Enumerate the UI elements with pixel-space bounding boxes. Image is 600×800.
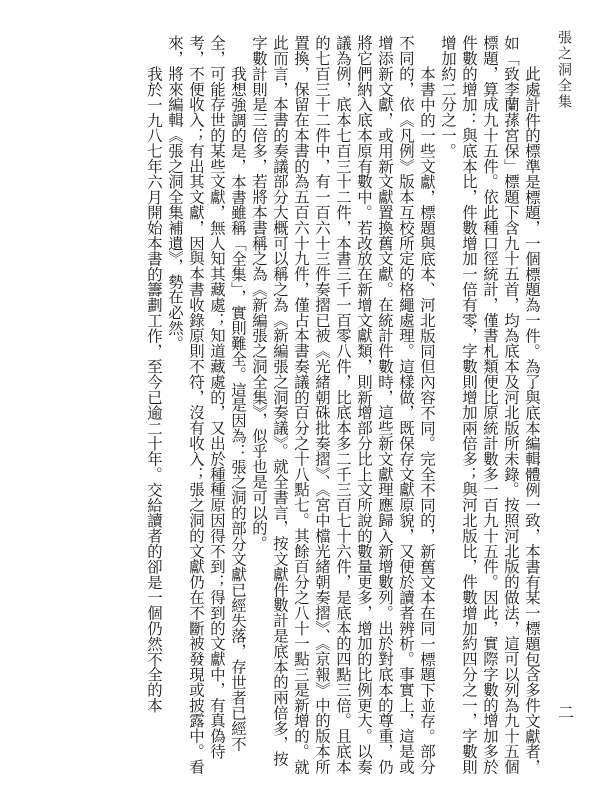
paragraph: 我想強調的是，本書雖稱「全集」，實則難全。這是因為：張之洞的部分文獻已經失落，存世者已經不全，可能存世的某些文獻，無人知其藏處；知道藏處的，又出於種種原因得不到；得到的文獻中，有真偽待考，不便收入；有出其文獻，因與本書收錄原則不符，沒有收入；張之洞的文獻仍在不斷被發現或披露中。看來，將來編輯《張之洞全集補遺》，勢在必然。 xyxy=(166,35,247,775)
body-text xyxy=(52,35,542,780)
paragraph: 本書中的一些文獻，標題與底本、河北版同但內容不同。完全不同的，新舊文本在同一標題下並存。部分不同的，依《凡例》版本互校所定的格繩處理。這樣做，既保存文獻原貌，又便於讀者辨析。事實上，這是或增添新文獻，或用新文獻置換舊文獻。在統計件數時，這些新文獻理應歸入新增數列。出於對底本的尊重，仍將它們納入底本原有數中。若改放在新增文獻類，則新增部分比上文所說的數量更多，增加的比例更大。以奏議為例，底本七百三十二件，本書三千一百零八件，比底本多二千三百七十六件，是底本的四點三倍。且底本的七百三十二件中，有一百六十三件奏摺已被《光緒朝硃批奏摺》、《宮中檔光緒朝奏摺》、《京報》中的版本所置換，保留在本書的為五百六十九件，僅占本書奏議的百分之十八點七。其餘百分之八十一點三是新增的。就此而言，本書的奏議部分大概可以稱之為《新編張之洞奏議》。就全書言，按文獻件數計是底本的兩倍多，按字數計則是三倍多，若將本書稱之為《新編張之洞全集》，似乎也是可以的。 xyxy=(250,35,436,775)
paragraph: 我於一九八七年六月開始本書的籌劃工作，至今已逾二十年。交給讀者的卻是一個仍然不全的本 xyxy=(145,65,163,713)
running-header: 張之洞全集 xyxy=(556,30,572,110)
page-number: 二 xyxy=(557,703,574,722)
paragraph: 此處計件的標準是標題，一個標題為一件。為了與底本編輯體例一致，本書有某一標題包含多件文獻者，如「致李蘭蓀宮保」標題下含九十五首，均為底本及河北版所未錄。按照河北版的做法，這可以列為九十五個標題，算成九十五件。依此種口徑統計，僅書札類便比原統計數多一百九十五件。因此，實際字數的增加多於件數的增加：與底本比，件數增加一倍有零，字數則增加兩倍多；與河北版比，件數增加約四分之一，字數則增加約二分之一。 xyxy=(439,35,541,775)
